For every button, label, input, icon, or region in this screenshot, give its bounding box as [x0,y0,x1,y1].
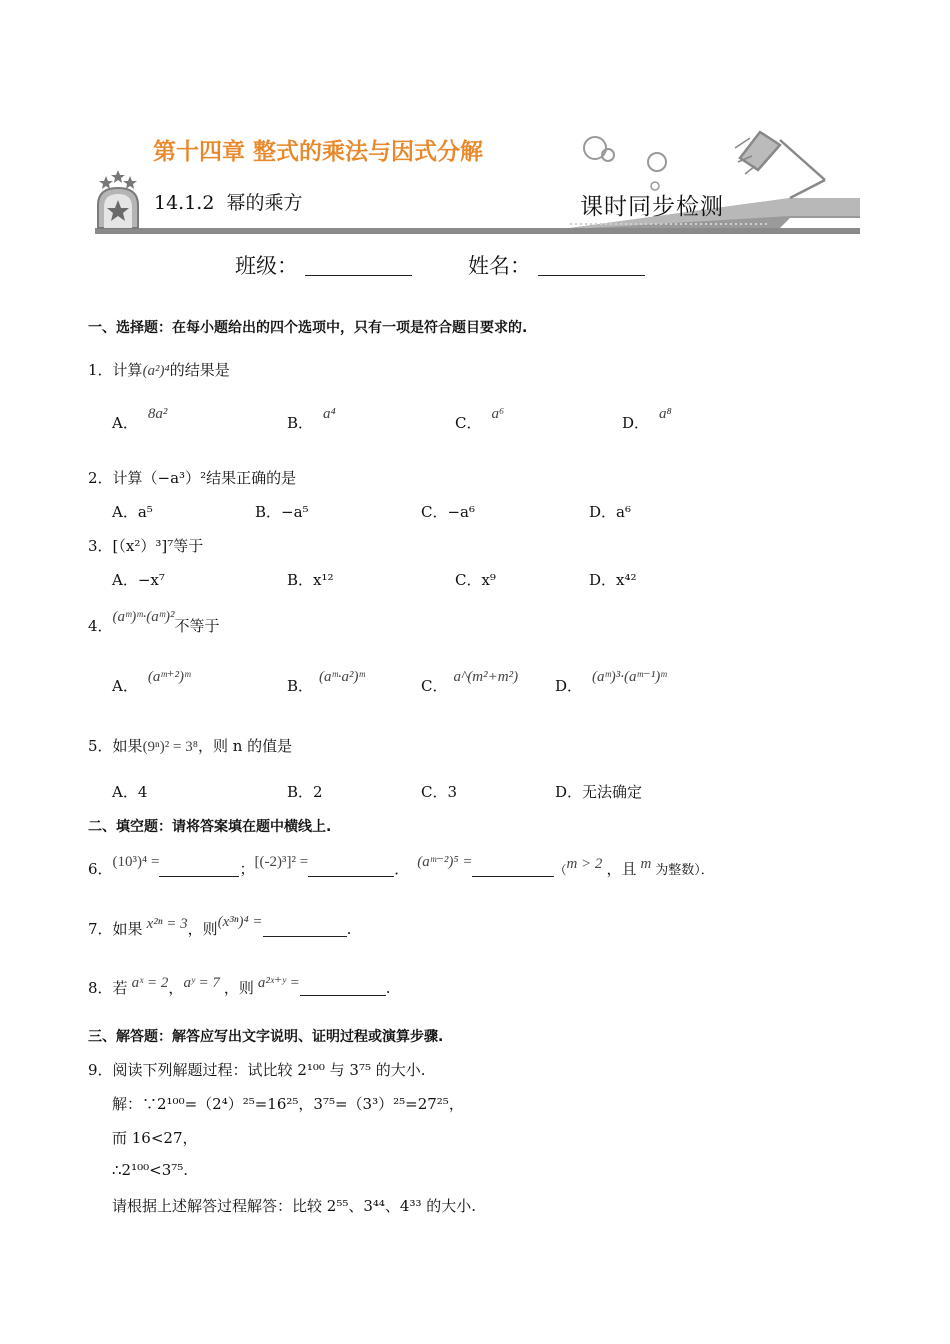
q1-option-b: B． a⁴ [287,406,336,432]
q1-expression: (a²)⁴ [142,363,170,379]
q2-option-c: C．−a⁶ [421,503,476,521]
question-3: 3．[（x²）³]⁷等于 [88,537,204,555]
chapter-title: 第十四章 整式的乘法与因式分解 [153,139,484,165]
q5-option-a: A．4 [112,783,148,801]
q3-option-c: C．x⁹ [455,571,496,589]
question-9-line-2: 解：∵2¹⁰⁰=（2⁴）²⁵=16²⁵，3⁷⁵=（3³）²⁵=27²⁵， [112,1095,464,1113]
name-label: 姓名： [468,254,531,278]
q5-option-d: D．无法确定 [555,783,643,801]
q5-expression: (9ⁿ)² = 3⁸ [142,739,198,755]
q6-blank-3[interactable] [472,862,554,877]
q4-expression: (aᵐ)ᵐ·(aᵐ)² [112,609,175,625]
question-5: 5．如果(9ⁿ)² = 3⁸，则 n 的值是 [88,737,293,755]
desk-lamp-icon [735,132,825,198]
q4-option-a: A． (aᵐ⁺²)ᵐ [112,669,191,695]
q4-option-c: C． a^(m²+m²) [421,669,519,695]
sync-test-badge: 课时同步检测 [580,194,724,220]
q6-blank-2[interactable] [308,862,394,877]
q3-option-b: B．x¹² [287,571,334,589]
part3-heading: 三、解答题：解答应写出文字说明、证明过程或演算步骤. [88,1029,444,1045]
question-9-line-5: 请根据上述解答过程解答：比较 2⁵⁵、3⁴⁴、4³³ 的大小. [112,1197,477,1215]
class-label: 班级： [235,254,298,278]
q5-option-b: B．2 [287,783,323,801]
q4-option-d: D． (aᵐ)³·(aᵐ⁻¹)ᵐ [555,669,667,695]
question-6: 6．(10³)⁴ = ；[(-2)³]² = ． (aᵐ⁻²)⁵ = （m > 2 ，且 m 为整数）． [88,854,714,878]
q1-option-a: A． 8a² [112,406,168,432]
q3-option-d: D．x⁴² [589,571,637,589]
q4-option-b: B． (aᵐ·a²)ᵐ [287,669,365,695]
q6-blank-1[interactable] [159,862,239,877]
class-blank[interactable] [305,257,412,276]
question-1: 1．计算(a²)⁴的结果是 [88,361,230,379]
section-title: 14.1.2 幂的乘方 [154,192,303,214]
header-banner [90,110,865,240]
q8-blank[interactable] [300,981,386,996]
question-4: 4．(aᵐ)ᵐ·(aᵐ)²不等于 [88,609,220,635]
q2-option-a: A．a⁵ [112,503,153,521]
q1-option-c: C． a⁶ [455,406,505,432]
q5-option-c: C．3 [421,783,458,801]
q1-option-d: D． a⁸ [622,406,672,432]
part2-heading: 二、填空题：请将答案填在题中横线上. [88,819,332,835]
class-field [235,250,412,280]
question-8: 8．若 aˣ = 2，aʸ = 7 ，则 a²ˣ⁺ʸ = . [88,975,391,997]
q2-option-d: D．a⁶ [589,503,631,521]
question-9-line-1: 9．阅读下列解题过程：试比较 2¹⁰⁰ 与 3⁷⁵ 的大小. [88,1061,426,1079]
question-7: 7．如果 x²ⁿ = 3，则(x³ⁿ)⁴ = . [88,914,352,938]
q7-blank[interactable] [263,922,347,937]
question-9-line-3: 而 16<27， [112,1129,198,1147]
name-field [468,250,645,280]
question-9-line-4: ∴2¹⁰⁰<3⁷⁵. [112,1161,189,1179]
q3-option-a: A．−x⁷ [112,571,165,589]
question-2: 2．计算（−a³）²结果正确的是 [88,469,297,487]
q2-option-b: B．−a⁵ [255,503,309,521]
name-blank[interactable] [538,257,645,276]
part1-heading: 一、选择题：在每小题给出的四个选项中，只有一项是符合题目要求的. [88,320,528,336]
banner-graphic [90,110,865,240]
